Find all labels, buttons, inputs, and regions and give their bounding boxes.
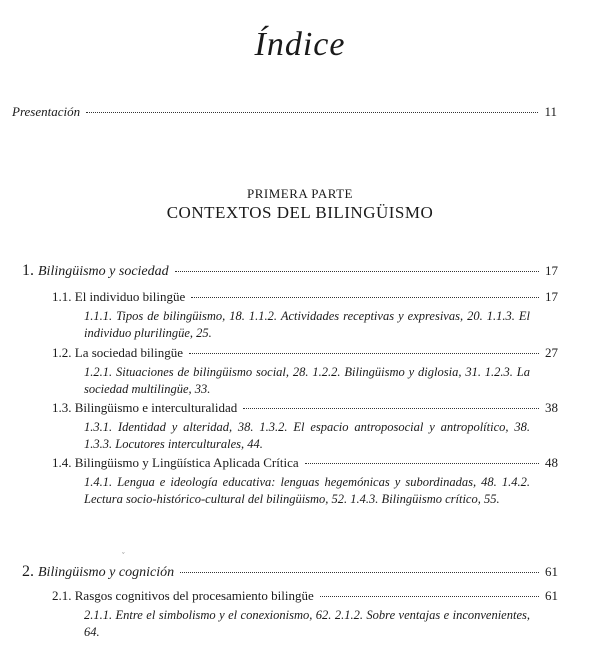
toc-section-1-1[interactable] xyxy=(52,289,558,305)
subsection-list: 1.2.1. Situaciones de bilingüismo social, 28. 1.2.2. Bilingüismo y diglosia, 31. 1.2.3. La sociedad multilingüe, 33. xyxy=(84,365,530,396)
toc-chapter-2[interactable] xyxy=(22,563,558,581)
toc-page-number: 38 xyxy=(545,400,558,415)
chapter-title: Bilingüismo y sociedad xyxy=(38,264,169,279)
toc-page-number: 48 xyxy=(545,455,558,470)
part-title: CONTEXTOS DEL BILINGÜISMO xyxy=(166,203,434,222)
toc-entry-presentation[interactable] xyxy=(12,104,557,120)
toc-chapter-1[interactable] xyxy=(22,262,558,280)
subsection-list: 1.3.1. Identidad y alteridad, 38. 1.3.2. El espacio antroposocial y antropolítico, 38. 1.3.3. Locutores interculturales, 44. xyxy=(84,420,530,451)
subsection-list: 1.4.1. Lengua e ideología educativa: lenguas hegemónicas y subordinadas, 48. 1.4.2. Lectura socio-histórico-cultural del bilingüismo, 52. 1.4.3. Bilingüismo crítico, 55. xyxy=(84,475,530,506)
leader-dots xyxy=(305,463,539,464)
section-label: 2.1. Rasgos cognitivos del procesamiento bilingüe xyxy=(52,588,314,603)
leader-dots xyxy=(243,408,539,409)
chapter-number: 1. xyxy=(22,262,34,279)
stray-mark: ˇ xyxy=(122,551,125,560)
toc-page-number: 17 xyxy=(545,263,558,278)
toc-page-number: 11 xyxy=(544,104,557,119)
subsection-list: 2.1.1. Entre el simbolismo y el conexionismo, 62. 2.1.2. Sobre ventajas e inconvenientes, 64. xyxy=(84,608,530,639)
subsection-list: 1.1.1. Tipos de bilingüismo, 18. 1.1.2. Actividades receptivas y expresivas, 20. 1.1.3. El individuo plurilingüe, 25. xyxy=(84,309,530,340)
part-kicker: PRIMERA PARTE xyxy=(246,186,354,201)
page-title: Índice xyxy=(254,26,346,63)
section-label: 1.1. El individuo bilingüe xyxy=(52,289,186,304)
toc-page-number: 27 xyxy=(545,345,558,360)
chapter-title: Bilingüismo y cognición xyxy=(38,565,175,580)
section-label: 1.2. La sociedad bilingüe xyxy=(52,345,184,360)
toc-section-2-1[interactable] xyxy=(52,588,558,604)
toc-section-1-3[interactable] xyxy=(52,400,558,416)
leader-dots xyxy=(191,297,539,298)
section-label: 1.3. Bilingüismo e interculturalidad xyxy=(52,400,238,415)
leader-dots xyxy=(175,271,539,272)
leader-dots xyxy=(320,596,539,597)
toc-page-number: 61 xyxy=(545,588,558,603)
toc-page-number: 61 xyxy=(545,564,558,579)
leader-dots xyxy=(86,112,538,113)
toc-section-1-2[interactable] xyxy=(52,345,558,361)
section-label: 1.4. Bilingüismo y Lingüística Aplicada Crítica xyxy=(52,455,299,470)
leader-dots xyxy=(189,353,539,354)
chapter-number: 2. xyxy=(22,563,34,580)
leader-dots xyxy=(180,572,539,573)
toc-page-number: 17 xyxy=(545,289,558,304)
toc-entry-label: Presentación xyxy=(12,104,81,119)
toc-section-1-4[interactable] xyxy=(52,455,558,471)
